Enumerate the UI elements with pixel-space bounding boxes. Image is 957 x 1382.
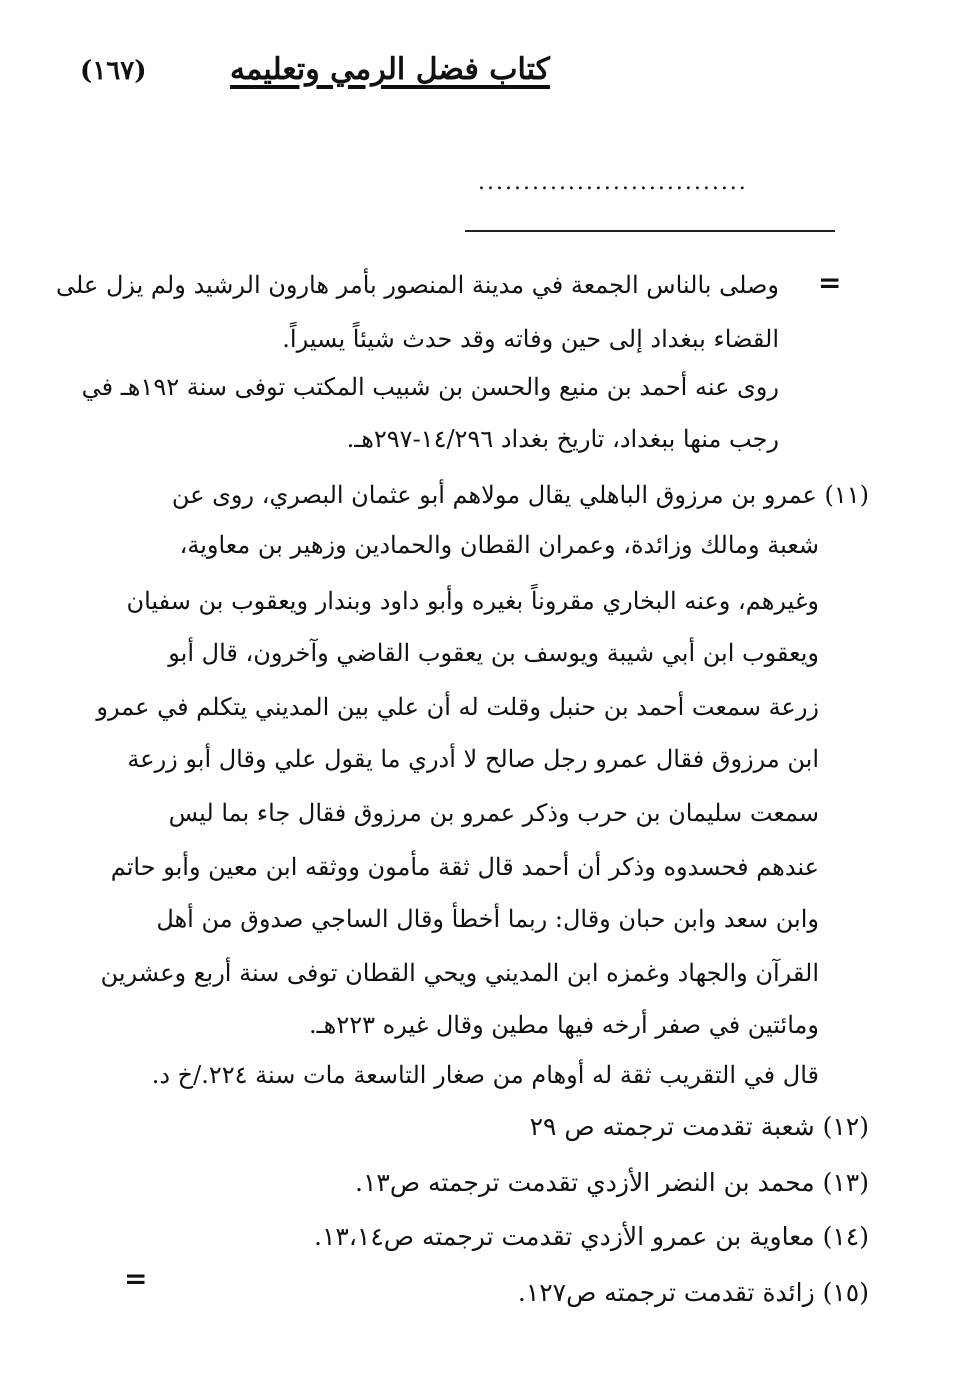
text-line: وصلى بالناس الجمعة في مدينة المنصور بأمر هارون الرشيد ولم يزل على: [56, 271, 779, 299]
footnote-13-line: (١٣) محمد بن النضر الأزدي تقدمت ترجمته ص١٣.: [355, 1168, 869, 1197]
text-line: ومائتين في صفر أرخه فيها مطين وقال غيره ٢٢٣هـ.: [309, 1011, 819, 1039]
text-line: وغيرهم، وعنه البخاري مقروناً بغيره وأبو داود وبندار ويعقوب بن سفيان: [126, 587, 819, 615]
text-line: ويعقوب ابن أبي شيبة ويوسف بن يعقوب القاضي وآخرون، قال أبو: [168, 639, 819, 667]
text-line: القضاء ببغداد إلى حين وفاته وقد حدث شيئاً يسيراً.: [282, 325, 779, 353]
footnote-12-line: (١٢) شعبة تقدمت ترجمته ص ٢٩: [529, 1112, 869, 1141]
text-line: عندهم فحسدوه وذكر أن أحمد قال ثقة مأمون ووثقه ابن معين وأبو حاتم: [110, 853, 819, 881]
continuation-mark-top: =: [818, 266, 842, 299]
footnote-14-line: (١٤) معاوية بن عمرو الأزدي تقدمت ترجمته ص١٣،١٤.: [314, 1222, 869, 1251]
footnote-11-line: (١١) عمرو بن مرزوق الباهلي يقال مولاهم أبو عثمان البصري، روى عن: [171, 481, 869, 509]
footnote-separator: [465, 230, 835, 232]
text-line: قال في التقريب ثقة له أوهام من صغار التاسعة مات سنة ٢٢٤./خ د.: [151, 1061, 819, 1089]
page-number: (١٦٧): [80, 56, 147, 86]
text-line: ابن مرزوق فقال عمرو رجل صالح لا أدري ما يقول علي وقال أبو زرعة: [127, 745, 819, 773]
dotted-line: ..............................: [478, 170, 748, 195]
footnote-15-line: (١٥) زائدة تقدمت ترجمته ص١٢٧.: [517, 1278, 869, 1307]
text-line: وابن سعد وابن حبان وقال: ربما أخطأ وقال الساجي صدوق من أهل: [156, 905, 819, 933]
page-header: [80, 46, 840, 100]
book-title: كتاب فضل الرمي وتعليمه: [230, 52, 550, 87]
text-line: شعبة ومالك وزائدة، وعمران القطان والحمادين وزهير بن معاوية،: [179, 531, 819, 559]
text-line: رجب منها ببغداد، تاريخ بغداد ١٤/٢٩٦-٢٩٧هـ.: [346, 425, 779, 453]
text-line: روى عنه أحمد بن منيع والحسن بن شبيب المكتب توفى سنة ١٩٢هـ في: [81, 373, 779, 401]
text-line: زرعة سمعت أحمد بن حنبل وقلت له أن علي بين المديني يتكلم في عمرو: [96, 693, 819, 721]
continuation-mark-bottom: =: [124, 1262, 148, 1295]
text-line: سمعت سليمان بن حرب وذكر عمرو بن مرزوق فقال جاء بما ليس: [168, 799, 819, 827]
text-line: القرآن والجهاد وغمزه ابن المديني ويحي القطان توفى سنة أربع وعشرين: [100, 959, 819, 987]
